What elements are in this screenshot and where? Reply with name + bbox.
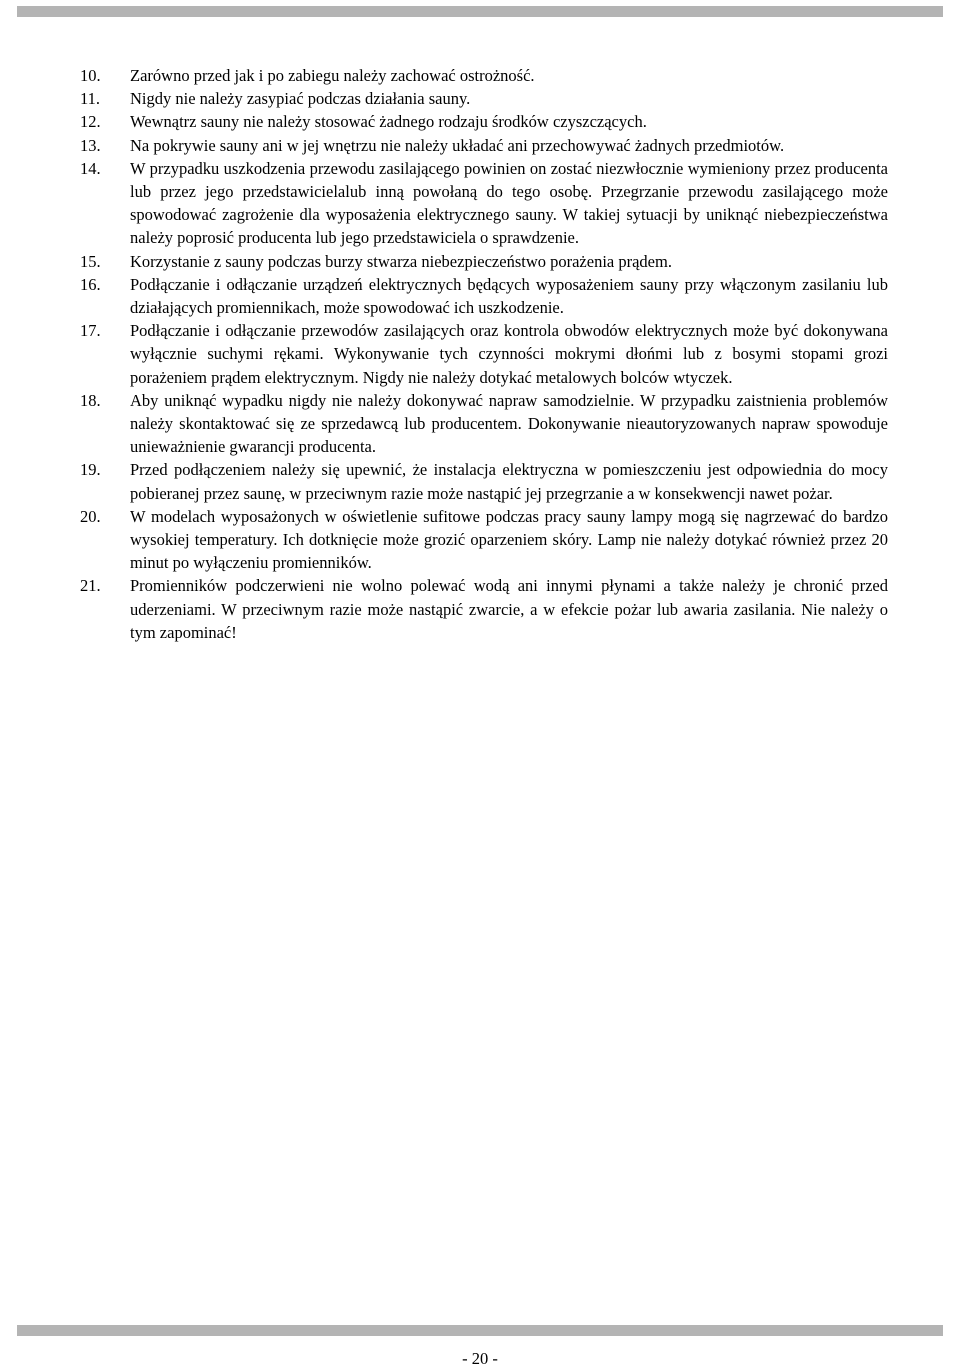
list-item (80, 319, 888, 389)
item-number: 10. (80, 66, 101, 85)
header-bar (17, 6, 943, 17)
item-number: 12. (80, 112, 101, 132)
list-item (80, 273, 888, 319)
item-text: Zarówno przed jak i po zabiegu należy zachować ostrożność. (130, 66, 535, 85)
list-item (80, 64, 888, 87)
list-item (80, 389, 888, 459)
item-number: 21. (80, 576, 101, 596)
list-item (80, 458, 888, 504)
item-number: 14. (80, 158, 101, 178)
safety-instructions-list (80, 64, 888, 644)
list-item (80, 574, 888, 644)
item-text: Nigdy nie należy zasypiać podczas działania sauny. (130, 89, 471, 109)
list-item (80, 505, 888, 575)
document-body (80, 64, 888, 644)
page-number: - 20 - (462, 1349, 498, 1368)
list-item (80, 110, 888, 133)
item-text: W modelach wyposażonych w oświetlenie sufitowe podczas pracy sauny lampy mogą się nagrzewać do bardzo wysokiej temperatury. Ich dotknięcie może grozić oparzeniem skóry. Lamp nie należy dotykać również przez 20 minut po wyłączeniu promienników. (130, 506, 888, 573)
item-text: Wewnątrz sauny nie należy stosować żadnego rodzaju środków czyszczących. (130, 112, 647, 132)
item-number: 19. (80, 460, 101, 480)
item-number: 17. (80, 321, 101, 341)
list-item (80, 134, 888, 157)
item-text: Podłączanie i odłączanie urządzeń elektrycznych będących wyposażeniem sauny przy włączonym zasilaniu lub działających promiennikach, może spowodować ich uszkodzenie. (130, 274, 888, 318)
list-item (80, 87, 888, 110)
item-number: 20. (80, 506, 101, 526)
item-text: Przed podłączeniem należy się upewnić, że instalacja elektryczna w pomieszczeniu jest odpowiednia do mocy pobieranej przez saunę, w przeciwnym razie może nastąpić jej przegrzanie a w konsekwencji nawet pożar. (130, 460, 888, 503)
item-text: Promienników podczerwieni nie wolno polewać wodą ani innymi płynami a także należy je chronić przed uderzeniami. W przeciwnym razie może nastąpić zwarcie, a w efekcie pożar lub awaria zasilania. Nie należy o tym zapominać! (130, 576, 888, 642)
item-number: 11. (80, 89, 101, 109)
item-text: Korzystanie z sauny podczas burzy stwarza niebezpieczeństwo porażenia prądem. (130, 251, 672, 271)
item-number: 13. (80, 135, 101, 155)
item-number: 15. (80, 251, 101, 271)
item-text: W przypadku uszkodzenia przewodu zasilającego powinien on zostać niezwłocznie wymieniony przez producenta lub przez jego przedstawicielalub inną powołaną do tego osobę. Przegrzanie przewodu zasilającego może spowodować zagrożenie dla wyposażenia elektrycznego sauny. W takiej sytuacji by uniknąć niebezpieczeństwa należy poprosić producenta lub jego przedstawiciela o sprawdzenie. (130, 158, 888, 248)
list-item (80, 157, 888, 250)
item-text: Na pokrywie sauny ani w jej wnętrzu nie należy układać ani przechowywać żadnych przedmiotów. (130, 135, 785, 155)
list-item (80, 250, 888, 273)
item-number: 18. (80, 390, 101, 410)
item-text: Podłączanie i odłączanie przewodów zasilających oraz kontrola obwodów elektrycznych może być dokonywana wyłącznie suchymi rękami. Wykonywanie tych czynności mokrymi dłońmi lub z bosymi stopami grozi porażeniem prądem elektrycznym. Nigdy nie należy dotykać metalowych bolców wtyczek. (130, 321, 888, 387)
item-number: 16. (80, 274, 101, 294)
footer-bar (17, 1325, 943, 1336)
item-text: Aby uniknąć wypadku nigdy nie należy dokonywać napraw samodzielnie. W przypadku zaistnienia problemów należy skontaktować się ze sprzedawcą lub producentem. Dokonywanie nieautoryzowanych napraw spowoduje unieważnienie gwarancji producenta. (130, 390, 888, 457)
